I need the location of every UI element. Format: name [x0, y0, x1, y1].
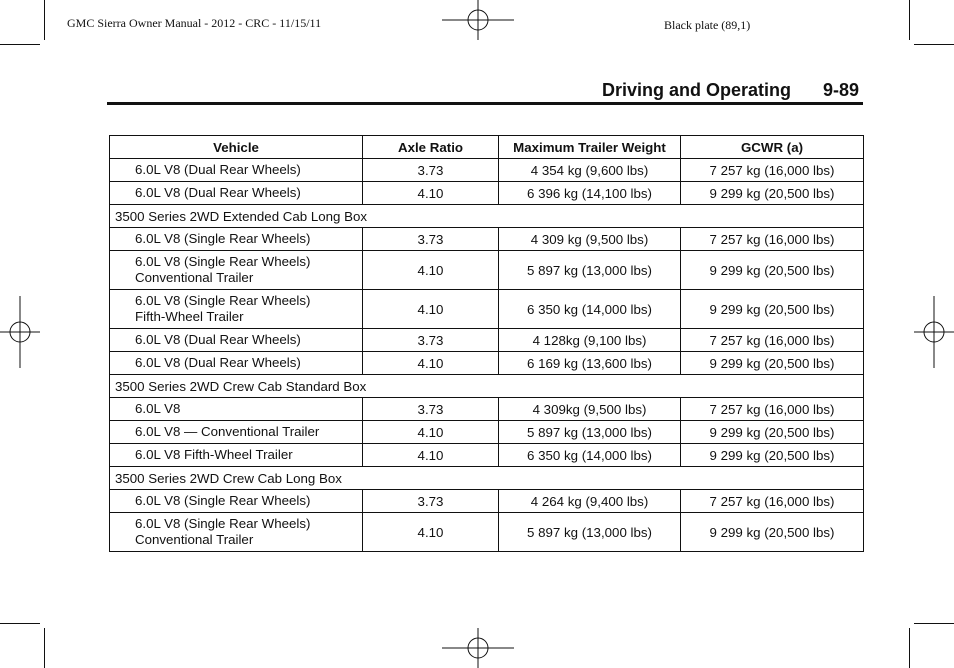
section-heading: [602, 80, 859, 101]
cell-max-trailer-weight: 6 169 kg (13,600 lbs): [499, 352, 681, 375]
cell-gcwr: 9 299 kg (20,500 lbs): [681, 182, 864, 205]
cell-vehicle: [110, 251, 363, 290]
cell-max-trailer-weight: 5 897 kg (13,000 lbs): [499, 251, 681, 290]
vehicle-line: Conventional Trailer: [135, 270, 254, 285]
cell-axle-ratio: 4.10: [363, 513, 499, 552]
registration-mark-right: [914, 296, 954, 368]
section-title: Driving and Operating: [602, 80, 792, 100]
column-header-gcwr: GCWR (a): [681, 136, 864, 159]
cell-max-trailer-weight: 6 350 kg (14,000 lbs): [499, 444, 681, 467]
cell-axle-ratio: 3.73: [363, 159, 499, 182]
cell-vehicle: [110, 329, 363, 352]
cell-max-trailer-weight: 5 897 kg (13,000 lbs): [499, 513, 681, 552]
table-group-row: [110, 375, 864, 398]
cell-gcwr: 9 299 kg (20,500 lbs): [681, 290, 864, 329]
page-number: 9-89: [823, 80, 860, 100]
cell-gcwr: 9 299 kg (20,500 lbs): [681, 444, 864, 467]
cell-gcwr: 7 257 kg (16,000 lbs): [681, 159, 864, 182]
column-header-max-trailer-weight: Maximum Trailer Weight: [499, 136, 681, 159]
vehicle-line: 6.0L V8 Fifth-Wheel Trailer: [135, 447, 293, 462]
cell-axle-ratio: 4.10: [363, 444, 499, 467]
table-group-row: [110, 467, 864, 490]
table-row: [110, 159, 864, 182]
table-row: [110, 513, 864, 552]
table-row: [110, 421, 864, 444]
vehicle-line: 6.0L V8: [135, 401, 181, 416]
cell-vehicle: [110, 352, 363, 375]
vehicle-line: 6.0L V8 (Single Rear Wheels): [135, 493, 311, 508]
crop-mark: [0, 44, 40, 45]
cell-gcwr: 9 299 kg (20,500 lbs): [681, 352, 864, 375]
vehicle-line: Conventional Trailer: [135, 532, 254, 547]
table-row: [110, 329, 864, 352]
cell-axle-ratio: 3.73: [363, 398, 499, 421]
table-body: [110, 159, 864, 552]
crop-mark: [0, 623, 40, 624]
cell-max-trailer-weight: 4 309 kg (9,500 lbs): [499, 228, 681, 251]
cell-axle-ratio: 3.73: [363, 329, 499, 352]
group-label: 3500 Series 2WD Crew Cab Standard Box: [110, 375, 864, 398]
table-row: [110, 182, 864, 205]
crop-mark: [914, 44, 954, 45]
table-row: [110, 251, 864, 290]
crop-mark: [44, 628, 45, 668]
crop-mark: [914, 623, 954, 624]
column-header-vehicle: Vehicle: [110, 136, 363, 159]
cell-gcwr: 7 257 kg (16,000 lbs): [681, 228, 864, 251]
table-row: [110, 398, 864, 421]
table-row: [110, 352, 864, 375]
cell-axle-ratio: 4.10: [363, 290, 499, 329]
table-group-row: [110, 205, 864, 228]
crop-mark: [909, 0, 910, 40]
table-row: [110, 290, 864, 329]
vehicle-line: 6.0L V8 (Single Rear Wheels): [135, 516, 311, 531]
cell-axle-ratio: 4.10: [363, 182, 499, 205]
cell-axle-ratio: 3.73: [363, 228, 499, 251]
cell-axle-ratio: 3.73: [363, 490, 499, 513]
crop-mark: [44, 0, 45, 40]
trailer-weight-table: [109, 135, 864, 552]
cell-max-trailer-weight: 4 128kg (9,100 lbs): [499, 329, 681, 352]
table-row: [110, 444, 864, 467]
table-header-row: [110, 136, 864, 159]
vehicle-line: 6.0L V8 (Dual Rear Wheels): [135, 185, 301, 200]
table-row: [110, 490, 864, 513]
cell-axle-ratio: 4.10: [363, 352, 499, 375]
cell-vehicle: [110, 398, 363, 421]
cell-vehicle: [110, 290, 363, 329]
print-header-right: Black plate (89,1): [664, 18, 751, 32]
cell-gcwr: 7 257 kg (16,000 lbs): [681, 398, 864, 421]
registration-mark-bottom: [442, 628, 514, 668]
vehicle-line: 6.0L V8 (Dual Rear Wheels): [135, 332, 301, 347]
cell-gcwr: 9 299 kg (20,500 lbs): [681, 513, 864, 552]
cell-gcwr: 9 299 kg (20,500 lbs): [681, 251, 864, 290]
cell-gcwr: 9 299 kg (20,500 lbs): [681, 421, 864, 444]
print-header-left: GMC Sierra Owner Manual - 2012 - CRC - 11/15/11: [67, 16, 322, 30]
cell-max-trailer-weight: 4 309kg (9,500 lbs): [499, 398, 681, 421]
vehicle-line: 6.0L V8 (Single Rear Wheels): [135, 293, 311, 308]
vehicle-line: Fifth-Wheel Trailer: [135, 309, 244, 324]
cell-max-trailer-weight: 6 350 kg (14,000 lbs): [499, 290, 681, 329]
cell-vehicle: [110, 513, 363, 552]
vehicle-line: 6.0L V8 (Single Rear Wheels): [135, 254, 311, 269]
heading-rule: [107, 102, 863, 105]
column-header-axle-ratio: Axle Ratio: [363, 136, 499, 159]
cell-vehicle: [110, 159, 363, 182]
table-row: [110, 228, 864, 251]
cell-vehicle: [110, 490, 363, 513]
group-label: 3500 Series 2WD Extended Cab Long Box: [110, 205, 864, 228]
cell-vehicle: [110, 182, 363, 205]
cell-axle-ratio: 4.10: [363, 251, 499, 290]
cell-vehicle: [110, 228, 363, 251]
cell-gcwr: 7 257 kg (16,000 lbs): [681, 490, 864, 513]
cell-max-trailer-weight: 6 396 kg (14,100 lbs): [499, 182, 681, 205]
cell-axle-ratio: 4.10: [363, 421, 499, 444]
cell-gcwr: 7 257 kg (16,000 lbs): [681, 329, 864, 352]
registration-mark-top: [442, 0, 514, 40]
vehicle-line: 6.0L V8 (Dual Rear Wheels): [135, 355, 301, 370]
cell-max-trailer-weight: 5 897 kg (13,000 lbs): [499, 421, 681, 444]
group-label: 3500 Series 2WD Crew Cab Long Box: [110, 467, 864, 490]
cell-vehicle: [110, 444, 363, 467]
vehicle-line: 6.0L V8 (Single Rear Wheels): [135, 231, 311, 246]
crop-mark: [909, 628, 910, 668]
vehicle-line: 6.0L V8 — Conventional Trailer: [135, 424, 320, 439]
cell-max-trailer-weight: 4 264 kg (9,400 lbs): [499, 490, 681, 513]
cell-max-trailer-weight: 4 354 kg (9,600 lbs): [499, 159, 681, 182]
vehicle-line: 6.0L V8 (Dual Rear Wheels): [135, 162, 301, 177]
registration-mark-left: [0, 296, 40, 368]
cell-vehicle: [110, 421, 363, 444]
